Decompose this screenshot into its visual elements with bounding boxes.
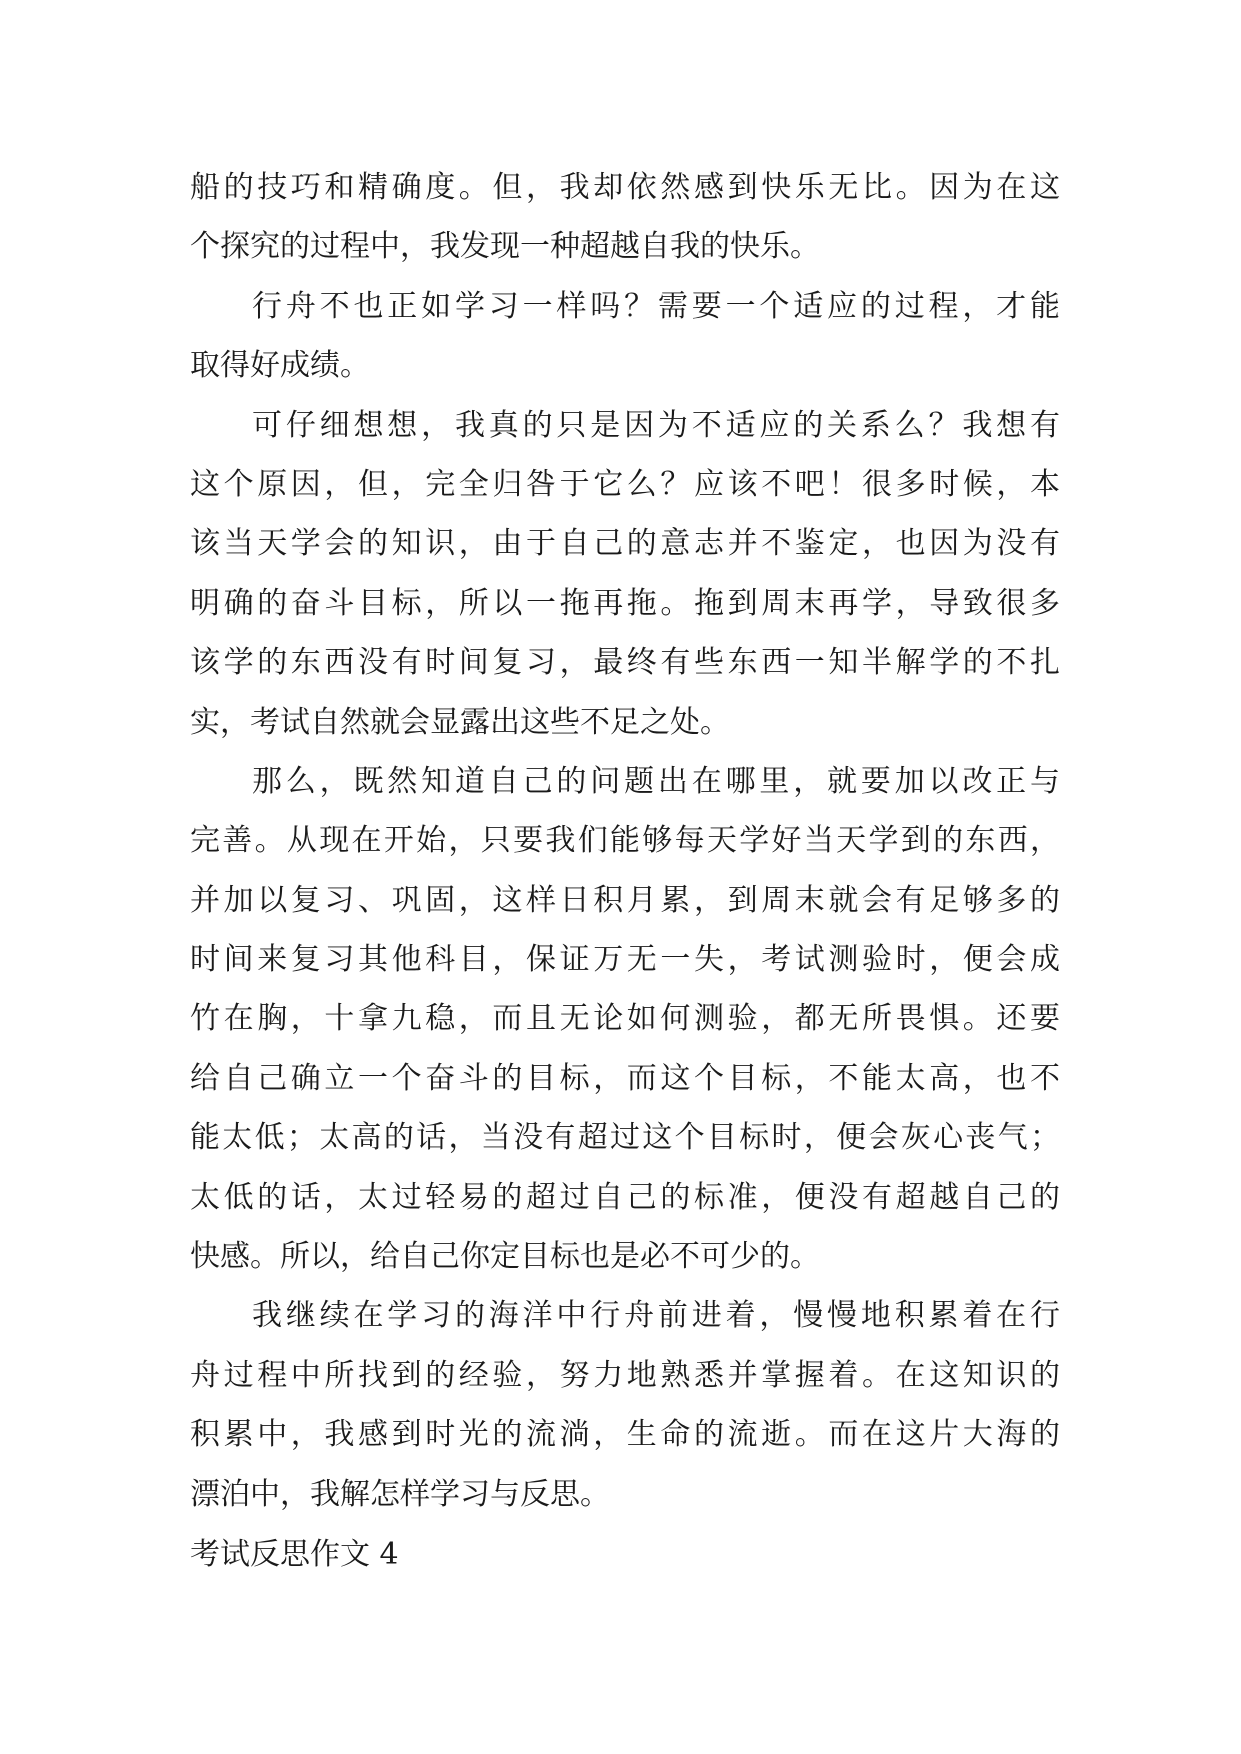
text-line: 该学的东西没有时间复习，最终有些东西一知半解学的不扎 [190, 645, 1060, 681]
text-line: 能太低；太高的话，当没有超过这个目标时，便会灰心丧气； [190, 1120, 1060, 1156]
text-line: 并加以复习、巩固，这样日积月累，到周末就会有足够多的 [190, 882, 1060, 918]
text-line: 这个原因，但，完全归咎于它么？应该不吧！很多时候，本 [190, 466, 1060, 502]
text-line: 给自己确立一个奋斗的目标，而这个目标，不能太高，也不 [190, 1060, 1060, 1096]
text-line: 那么，既然知道自己的问题出在哪里，就要加以改正与 [252, 763, 1060, 799]
text-line: 该当天学会的知识，由于自己的意志并不鉴定，也因为没有 [190, 526, 1060, 562]
text-line: 快感。所以，给自己你定目标也是必不可少的。 [190, 1239, 820, 1275]
text-line: 船的技巧和精确度。但，我却依然感到快乐无比。因为在这 [190, 170, 1060, 205]
text-line: 明确的奋斗目标，所以一拖再拖。拖到周末再学，导致很多 [190, 585, 1060, 621]
section-heading: 考试反思作文 4 [190, 1536, 399, 1572]
text-line: 太低的话，太过轻易的超过自己的标准，便没有超越自己的 [190, 1179, 1060, 1215]
text-line: 行舟不也正如学习一样吗？需要一个适应的过程，才能 [252, 288, 1060, 324]
text-line: 个探究的过程中，我发现一种超越自我的快乐。 [190, 229, 820, 265]
text-line: 我继续在学习的海洋中行舟前进着，慢慢地积累着在行 [252, 1298, 1060, 1334]
text-line: 舟过程中所找到的经验，努力地熟悉并掌握着。在这知识的 [190, 1357, 1060, 1393]
text-line: 漂泊中，我解怎样学习与反思。 [190, 1476, 610, 1512]
document-body [190, 158, 1060, 1586]
text-line: 竹在胸，十拿九稳，而且无论如何测验，都无所畏惧。还要 [190, 1001, 1060, 1037]
paragraph [190, 277, 1060, 396]
text-line: 完善。从现在开始，只要我们能够每天学好当天学到的东西， [190, 823, 1060, 859]
text-line: 时间来复习其他科目，保证万无一失，考试测验时，便会成 [190, 942, 1060, 978]
paragraph [190, 1286, 1060, 1524]
text-line: 取得好成绩。 [190, 348, 370, 384]
text-line: 实，考试自然就会显露出这些不足之处。 [190, 704, 730, 740]
paragraph [190, 752, 1060, 1287]
text-line: 积累中，我感到时光的流淌，生命的流逝。而在这片大海的 [190, 1417, 1060, 1453]
paragraph [190, 396, 1060, 752]
paragraph [190, 158, 1060, 277]
text-line: 可仔细想想，我真的只是因为不适应的关系么？我想有 [252, 407, 1060, 443]
